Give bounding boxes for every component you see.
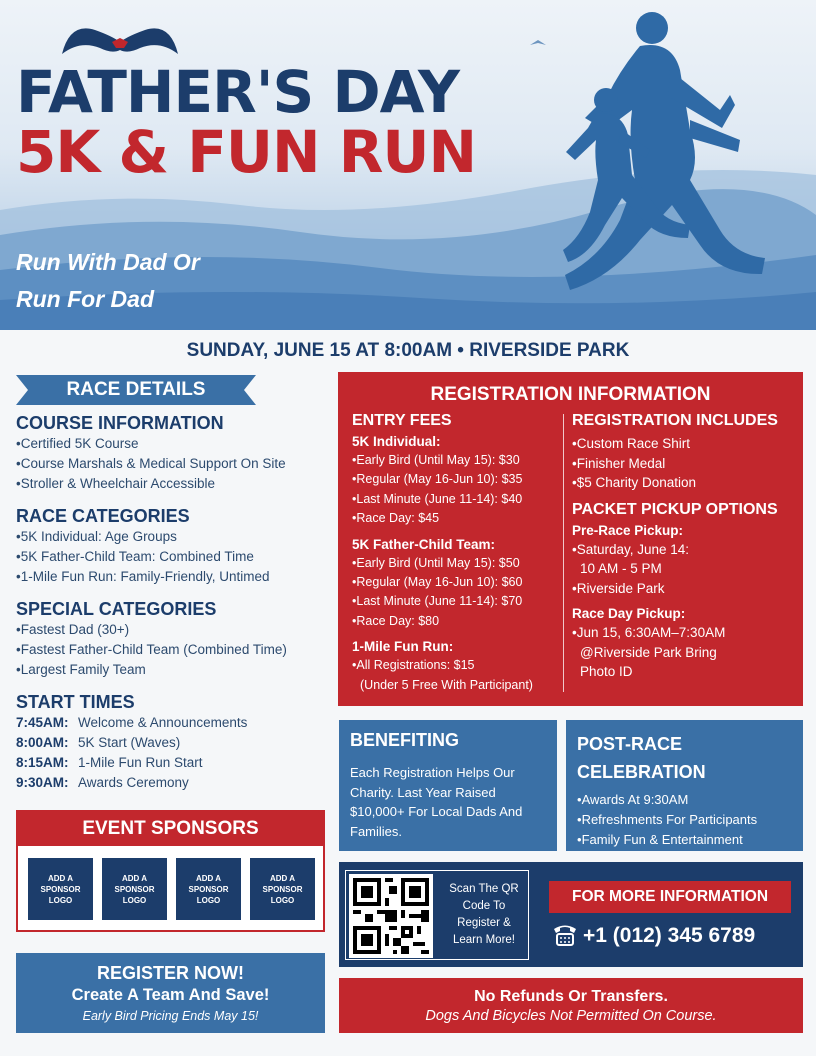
title-line-1: FATHER'S DAY — [16, 58, 459, 126]
list-item: • Awards At 9:30AM — [577, 790, 792, 810]
list-item: • Race Day: $80 — [352, 612, 557, 631]
qr-code[interactable] — [349, 874, 433, 958]
qr-box — [345, 870, 529, 960]
list-item: • 5K Individual: Age Groups — [16, 527, 326, 547]
start-times-heading: START TIMES — [16, 692, 135, 712]
pickup-id-note: Photo ID — [580, 664, 633, 679]
mustache-icon — [62, 28, 178, 54]
list-item: • Family Fun & Entertainment — [577, 830, 792, 850]
individual-fees-heading: 5K Individual: — [352, 434, 441, 449]
start-time: 8:00AM: — [16, 735, 69, 750]
race-day-pickup-list — [572, 623, 798, 682]
event-sponsors-box — [16, 810, 325, 932]
policy-box — [339, 978, 803, 1033]
list-item: • Last Minute (June 11-14): $40 — [352, 490, 557, 509]
list-item: • Saturday, June 14: — [572, 540, 798, 560]
start-time-row — [16, 713, 326, 733]
tagline-line-1: Run With Dad Or — [16, 249, 200, 275]
sponsor-logo-placeholder: ADD A SPONSOR LOGO — [102, 858, 167, 920]
list-item: • $5 Charity Donation — [572, 473, 798, 493]
funrun-fees-heading: 1-Mile Fun Run: — [352, 639, 454, 655]
start-time: 7:45AM: — [16, 715, 69, 730]
course-rules-text: Dogs And Bicycles Not Permitted On Course. — [425, 1008, 717, 1024]
includes-heading: REGISTRATION INCLUDES — [572, 412, 778, 429]
phone-number-row — [551, 922, 755, 952]
list-item: • Regular (May 16-Jun 10): $35 — [352, 470, 557, 489]
register-now-box — [16, 953, 325, 1033]
start-time: 8:15AM: — [16, 755, 69, 770]
list-item: • Regular (May 16-Jun 10): $60 — [352, 573, 557, 592]
list-item: • Riverside Park — [572, 579, 798, 599]
race-day-pickup-heading: Race Day Pickup: — [572, 606, 686, 621]
individual-fees-list — [352, 451, 557, 529]
list-item: • Race Day: $45 — [352, 509, 557, 528]
funrun-note: (Under 5 Free With Participant) — [360, 677, 533, 692]
list-item: • Stroller & Wheelchair Accessible — [16, 474, 326, 494]
list-item: • Last Minute (June 11-14): $70 — [352, 592, 557, 611]
list-item: • Jun 15, 6:30AM–7:30AM — [572, 623, 798, 643]
column-divider — [563, 414, 564, 692]
list-item: • Certified 5K Course — [16, 434, 326, 454]
race-details-section — [16, 413, 326, 793]
post-race-heading: POST-RACE CELEBRATION — [577, 734, 706, 782]
pickup-heading: PACKET PICKUP OPTIONS — [572, 500, 778, 518]
hero-banner — [0, 0, 816, 330]
list-item: • 1-Mile Fun Run: Family-Friendly, Untimed — [16, 567, 326, 587]
list-item: • Early Bird (Until May 15): $30 — [352, 451, 557, 470]
team-fees-list — [352, 554, 557, 632]
start-time-row — [16, 733, 326, 753]
pre-race-pickup-heading: Pre-Race Pickup: — [572, 522, 684, 538]
race-details-heading: RACE DETAILS — [66, 379, 206, 400]
qr-code-icon — [353, 878, 429, 954]
entry-fees-heading: ENTRY FEES — [352, 412, 452, 429]
sponsor-logo-placeholder: ADD A SPONSOR LOGO — [250, 858, 315, 920]
qr-instructions: Scan The QR Code To Register & Learn More! — [449, 883, 519, 946]
start-times-list — [16, 713, 326, 793]
phone-number[interactable]: +1 (012) 345 6789 — [583, 924, 756, 947]
start-event: Awards Ceremony — [78, 775, 189, 790]
benefiting-box — [339, 720, 557, 851]
no-refunds-text: No Refunds Or Transfers. — [474, 988, 668, 1005]
entry-fees-column — [352, 412, 557, 703]
list-item: • Fastest Dad (30+) — [16, 620, 326, 640]
list-item: • Course Marshals & Medical Support On Site — [16, 454, 326, 474]
start-time-row — [16, 773, 326, 793]
title-line-2: 5K & FUN RUN — [16, 118, 477, 186]
course-info-heading: COURSE INFORMATION — [16, 413, 224, 433]
event-date-location: SUNDAY, JUNE 15 AT 8:00AM • RIVERSIDE PARK — [186, 340, 630, 361]
list-item: • Fastest Father-Child Team (Combined Time) — [16, 640, 326, 660]
post-race-list — [577, 790, 792, 850]
contact-info-box — [339, 862, 803, 967]
pickup-location: @Riverside Park Bring — [580, 644, 717, 660]
pickup-hours: 10 AM - 5 PM — [580, 561, 662, 576]
course-info-list — [16, 434, 326, 494]
race-categories-list — [16, 527, 326, 587]
sponsor-logo-placeholder: ADD A SPONSOR LOGO — [176, 858, 241, 920]
tagline — [16, 244, 276, 318]
start-event: Welcome & Announcements — [78, 715, 248, 730]
registration-info-box — [338, 372, 803, 706]
race-details-ribbon — [16, 375, 256, 405]
includes-list — [572, 434, 798, 493]
event-sponsors-heading: EVENT SPONSORS — [18, 812, 323, 846]
list-item: • Finisher Medal — [572, 454, 798, 474]
start-time-row — [16, 753, 326, 773]
more-info-label: FOR MORE INFORMATION — [549, 881, 791, 913]
includes-column — [572, 412, 798, 690]
special-categories-heading: SPECIAL CATEGORIES — [16, 599, 217, 619]
phone-icon — [551, 922, 579, 952]
register-now-heading: REGISTER NOW! — [97, 963, 244, 983]
race-categories-heading: RACE CATEGORIES — [16, 506, 190, 526]
pre-race-pickup-list — [572, 540, 798, 599]
special-categories-list — [16, 620, 326, 680]
list-item: • Largest Family Team — [16, 660, 326, 680]
start-time: 9:30AM: — [16, 775, 69, 790]
register-team-line: Create A Team And Save! — [71, 986, 270, 1004]
registration-heading: REGISTRATION INFORMATION — [430, 384, 711, 405]
list-item: • Early Bird (Until May 15): $50 — [352, 554, 557, 573]
list-item: • Custom Race Shirt — [572, 434, 798, 454]
benefiting-heading: BENEFITING — [350, 730, 460, 750]
list-item: • All Registrations: $15 — [352, 656, 557, 675]
bird-icon — [530, 40, 546, 45]
post-race-box — [566, 720, 803, 851]
funrun-fees-list — [352, 656, 557, 695]
early-bird-note: Early Bird Pricing Ends May 15! — [82, 1009, 259, 1023]
list-item: • 5K Father-Child Team: Combined Time — [16, 547, 326, 567]
benefiting-text: Each Registration Helps Our Charity. Last Year Raised $10,000+ For Local Dads And Families. — [350, 765, 523, 839]
start-event: 1-Mile Fun Run Start — [78, 755, 203, 770]
tagline-line-2: Run For Dad — [16, 286, 154, 312]
start-event: 5K Start (Waves) — [78, 735, 181, 750]
list-item: • Refreshments For Participants — [577, 810, 792, 830]
team-fees-heading: 5K Father-Child Team: — [352, 536, 496, 552]
sponsor-logo-placeholder: ADD A SPONSOR LOGO — [28, 858, 93, 920]
